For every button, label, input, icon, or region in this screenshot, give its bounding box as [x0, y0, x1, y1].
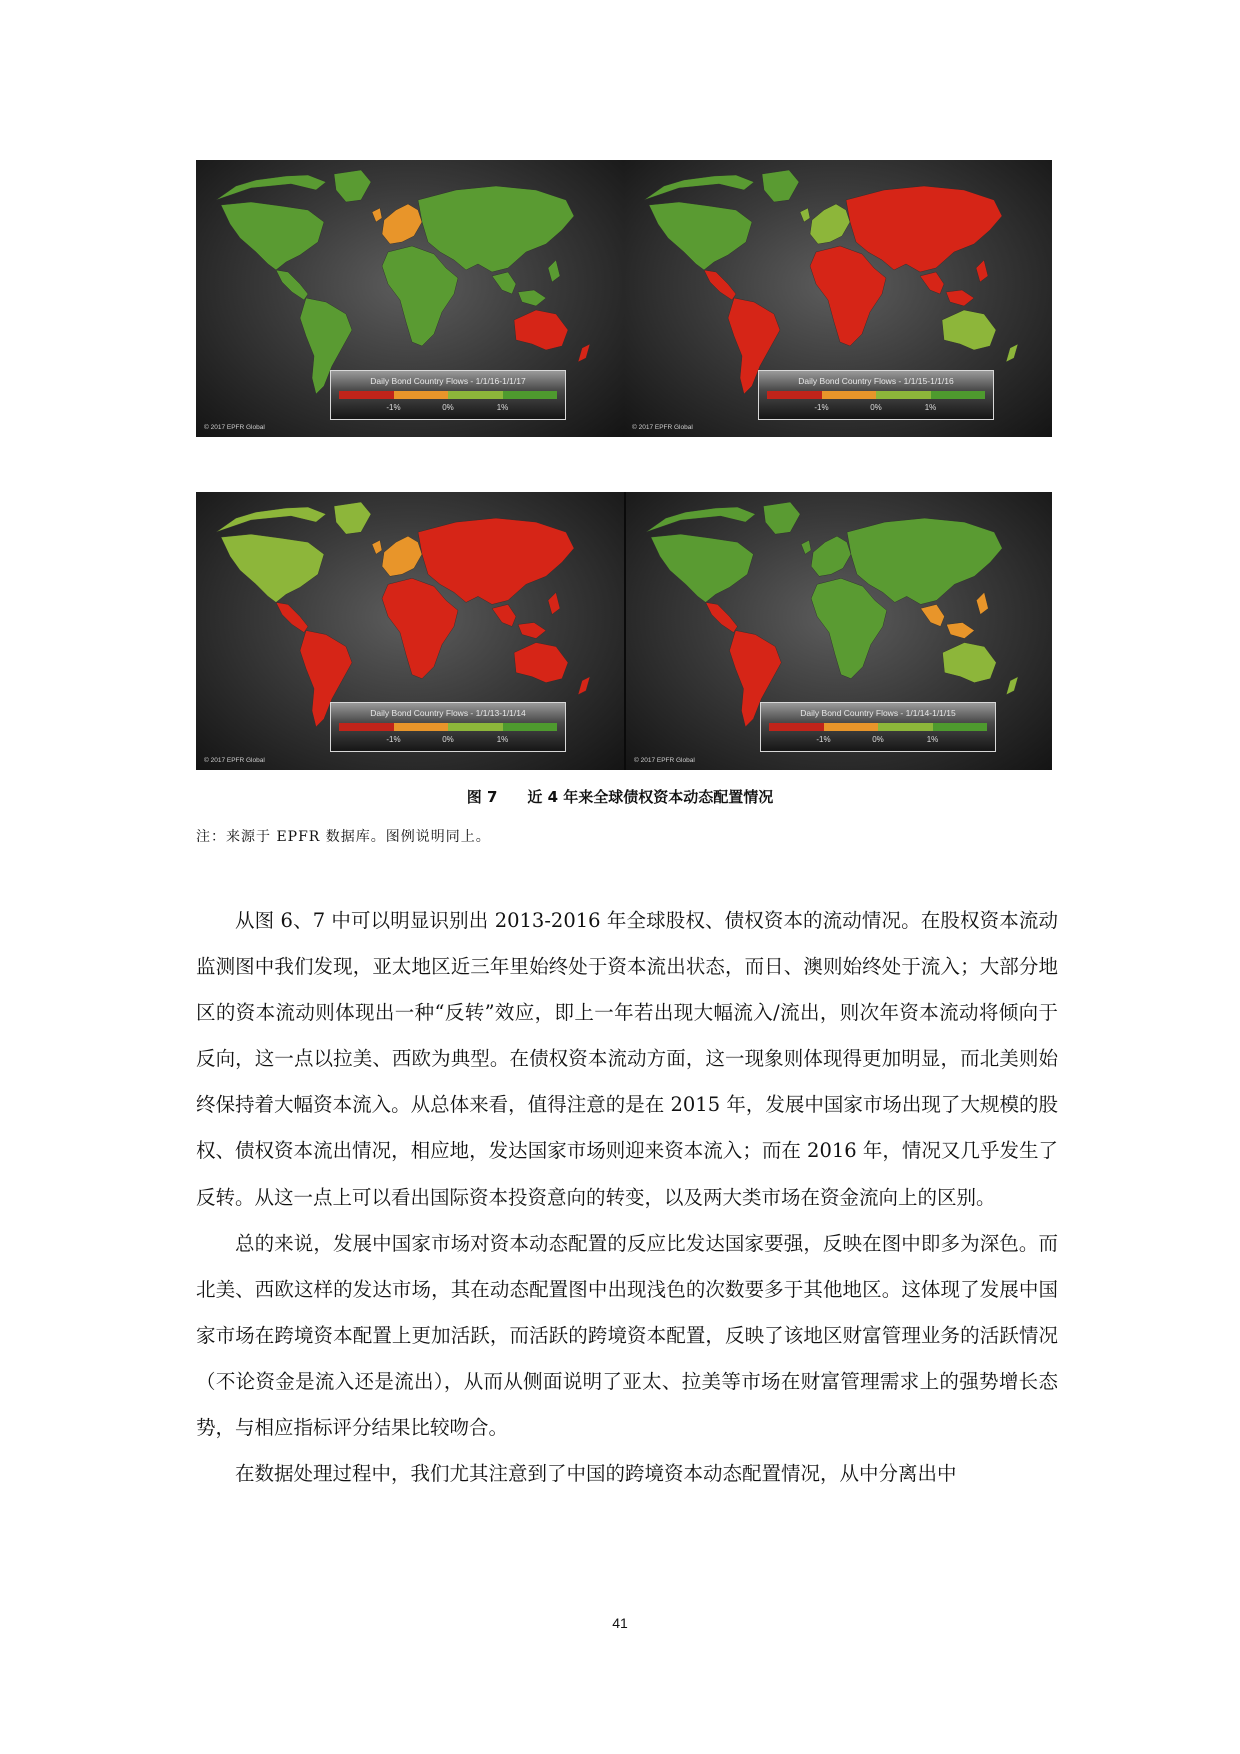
- map-legend: [330, 702, 566, 752]
- legend-tick-label: 1%: [496, 403, 509, 412]
- new-zealand-region: [1006, 677, 1018, 695]
- legend-swatch: [769, 723, 824, 731]
- figure-bottom-row: [196, 492, 1052, 770]
- map-legend: [760, 702, 996, 752]
- legend-color-bar: [339, 723, 557, 731]
- copyright-text: © 2017 EPFR Global: [204, 424, 265, 431]
- asia-region: [418, 518, 574, 604]
- legend-swatch: [339, 391, 394, 399]
- central-america-region: [276, 602, 308, 632]
- legend-swatch: [878, 723, 933, 731]
- map-panel-2016: [196, 160, 624, 437]
- copyright-text: © 2017 EPFR Global: [204, 757, 265, 764]
- legend-tick-label: 1%: [496, 735, 509, 744]
- australia-region: [514, 310, 568, 350]
- europe-region: [801, 536, 851, 576]
- greenland-region: [762, 170, 799, 202]
- legend-tick-label: -1%: [814, 403, 829, 412]
- north-america-region: [216, 175, 326, 270]
- new-zealand-region: [578, 344, 590, 362]
- asia-region: [846, 186, 1002, 272]
- legend-swatch: [339, 723, 394, 731]
- legend-tick-label: 0%: [872, 735, 884, 744]
- legend-swatch: [448, 391, 503, 399]
- legend-title: Daily Bond Country Flows - 1/1/13-1/1/14: [370, 708, 526, 718]
- page-number: 41: [612, 1615, 628, 1631]
- central-america-region: [706, 602, 738, 632]
- legend-swatch: [824, 723, 879, 731]
- legend-swatch: [394, 391, 449, 399]
- legend-color-bar: [767, 391, 985, 399]
- asia-region: [847, 518, 1002, 604]
- copyright-text: © 2017 EPFR Global: [634, 757, 695, 764]
- map-legend: [758, 370, 994, 420]
- legend-swatch: [394, 723, 449, 731]
- copyright-text: © 2017 EPFR Global: [632, 424, 693, 431]
- legend-title: Daily Bond Country Flows - 1/1/15-1/1/16: [798, 376, 954, 386]
- legend-ticks: [769, 735, 987, 747]
- legend-tick-label: 0%: [442, 403, 454, 412]
- legend-swatch: [822, 391, 877, 399]
- africa-region: [382, 246, 458, 346]
- legend-swatch: [933, 723, 988, 731]
- figure-caption: [0, 786, 1240, 807]
- legend-tick-label: 1%: [924, 403, 937, 412]
- legend-ticks: [339, 403, 557, 415]
- europe-region: [372, 204, 422, 244]
- figure-title: 近 4 年来全球债权资本动态配置情况: [527, 788, 774, 806]
- new-zealand-region: [578, 677, 590, 695]
- legend-tick-label: -1%: [816, 735, 831, 744]
- legend-tick-label: -1%: [386, 403, 401, 412]
- legend-title: Daily Bond Country Flows - 1/1/14-1/1/15: [800, 708, 956, 718]
- greenland-region: [763, 502, 800, 534]
- north-america-region: [216, 507, 326, 602]
- map-legend: [330, 370, 566, 420]
- australia-region: [514, 643, 568, 683]
- paragraph-1: 从图 6、7 中可以明显识别出 2013-2016 年全球股权、债权资本的流动情况。在股权资本流动监测图中我们发现，亚太地区近三年里始终处于资本流出状态，而日、澳则始终处于流入；大部分地区的资本流动则体现出一种“反转”效应，即上一年若出现大幅流入/流出，则次年资本流动将倾向于反向，这一点以拉美、西欧为典型。在债权资本流动方面，这一现象则体现得更加明显，而北美则始终保持着大幅资本流入。从总体来看，值得注意的是在 2015 年，发展中国家市场出现了大规模的股权、债权资本流出情况，相应地，发达国家市场则迎来资本流入；而在 2016 年，情况又几乎发生了反转。从这一点上可以看出国际资本投资意向的转变，以及两大类市场在资金流向上的区别。: [196, 909, 1058, 1209]
- legend-swatch: [876, 391, 931, 399]
- legend-swatch: [503, 391, 558, 399]
- map-panel-2014: [624, 492, 1052, 770]
- legend-tick-label: 0%: [870, 403, 882, 412]
- figure-note: 注：来源于 EPFR 数据库。图例说明同上。: [196, 829, 491, 845]
- greenland-region: [334, 170, 371, 202]
- africa-region: [382, 578, 458, 678]
- legend-swatch: [931, 391, 986, 399]
- central-america-region: [276, 270, 308, 300]
- legend-tick-label: 0%: [442, 735, 454, 744]
- legend-color-bar: [769, 723, 987, 731]
- figure-top-row: [196, 160, 1052, 437]
- legend-title: Daily Bond Country Flows - 1/1/16-1/1/17: [370, 376, 526, 386]
- new-zealand-region: [1006, 344, 1018, 362]
- map-panel-2015: [624, 160, 1052, 437]
- north-america-region: [644, 175, 754, 270]
- legend-swatch: [448, 723, 503, 731]
- paragraph-3: 在数据处理过程中，我们尤其注意到了中国的跨境资本动态配置情况，从中分离出中: [235, 1462, 957, 1486]
- legend-ticks: [767, 403, 985, 415]
- legend-color-bar: [339, 391, 557, 399]
- north-america-region: [646, 507, 755, 602]
- map-panel-2013: [196, 492, 624, 770]
- australia-region: [943, 643, 997, 683]
- paragraph-2: 总的来说，发展中国家市场对资本动态配置的反应比发达国家要强，反映在图中即多为深色。而北美、西欧这样的发达市场，其在动态配置图中出现浅色的次数要多于其他地区。这体现了发展中国家市场在跨境资本配置上更加活跃，而活跃的跨境资本配置，反映了该地区财富管理业务的活跃情况（不论资金是流入还是流出），从而从侧面说明了亚太、拉美等市场在财富管理需求上的强势增长态势，与相应指标评分结果比较吻合。: [196, 1231, 1058, 1440]
- europe-region: [372, 536, 422, 576]
- body-text: [196, 898, 1058, 1497]
- greenland-region: [334, 502, 371, 534]
- legend-swatch: [767, 391, 822, 399]
- africa-region: [811, 578, 887, 678]
- figure-number: 图 7: [466, 788, 498, 806]
- africa-region: [810, 246, 886, 346]
- legend-tick-label: -1%: [386, 735, 401, 744]
- asia-region: [418, 186, 574, 272]
- central-america-region: [704, 270, 736, 300]
- legend-swatch: [503, 723, 558, 731]
- australia-region: [942, 310, 996, 350]
- legend-ticks: [339, 735, 557, 747]
- europe-region: [800, 204, 850, 244]
- legend-tick-label: 1%: [926, 735, 939, 744]
